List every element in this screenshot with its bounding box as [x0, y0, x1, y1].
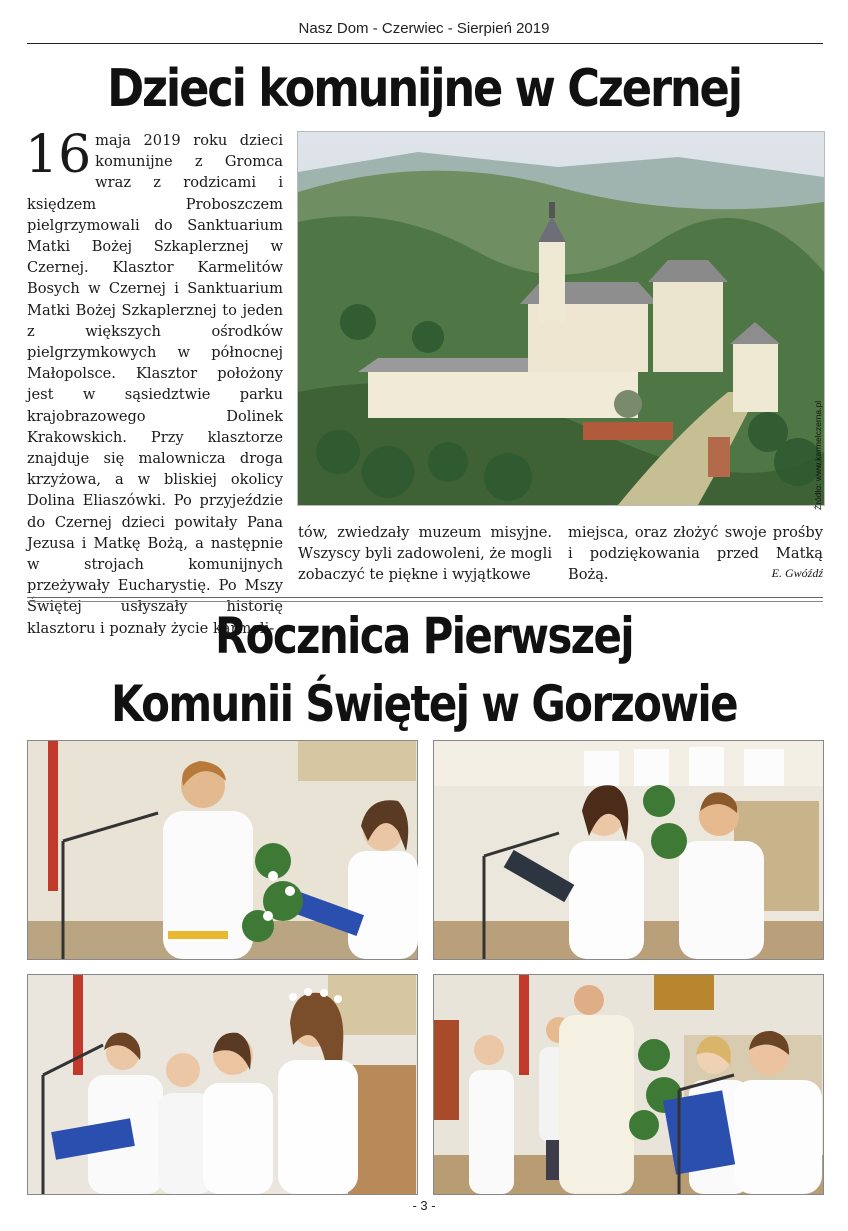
- header-rule: [27, 43, 823, 44]
- article-column-2: tów, zwiedzały muzeum misyjne. Wszyscy byli zadowoleni, że mogli zobaczyć te piękne i wyjątkowe: [298, 524, 552, 584]
- communion-photo-1: [27, 740, 418, 960]
- drop-cap: 16: [25, 125, 92, 185]
- page-number: - 3 -: [412, 1198, 436, 1213]
- article-2-title-line-2: Komunii Świętej w Gorzowie: [111, 675, 737, 733]
- column-1-text: maja 2019 roku dzieci komunijne z Gromca wraz z rodzicami i księdzem Proboszczem pielgrzymowali do Sanktuarium Matki Bożej Szkaplerznej w Czernej. Klasztor Karmelitów Bosych w Czernej i Sanktuarium Matki Bożej Szkaplerznej to jeden z większych ośrodków pielgrzymkowych w północnej Małopolsce. Klasztor położony jest w sąsiedztwie parku krajobrazowego Dolinek Krakowskich. Przy klasztorze znajduje się malownicza droga krzyżowa, a w bliskiej okolicy Dolina Eliaszówki. Po przyjeździe do Czernej dzieci powitały Pana Jezusa i Matkę Bożą, a następnie w strojach komunijnych przeżywały Eucharystię. Po Mszy Świętej usłyszały historię klasztoru i poznały życie karmeli-: [27, 132, 283, 637]
- section-divider-inner: [27, 601, 823, 602]
- article-title: Dzieci komunijne w Czernej: [107, 59, 741, 119]
- article-column-3: miejsca, oraz złożyć swoje prośby i podziękowania przed Matką Bożą.: [568, 524, 823, 584]
- running-header: Nasz Dom - Czerwiec - Sierpień 2019: [298, 20, 550, 37]
- section-divider: [27, 597, 823, 598]
- monastery-painting: [297, 131, 825, 506]
- article-author: E. Gwóźdź: [771, 566, 823, 580]
- communion-photo-4: [433, 974, 824, 1195]
- communion-photo-2: [433, 740, 824, 960]
- article-2-title-line-1: Rocznica Pierwszej: [215, 607, 633, 665]
- communion-photo-3: [27, 974, 418, 1195]
- photo-credit: Źródło: www.karmelczerna.pl: [813, 400, 823, 510]
- article-column-1: [25, 125, 283, 637]
